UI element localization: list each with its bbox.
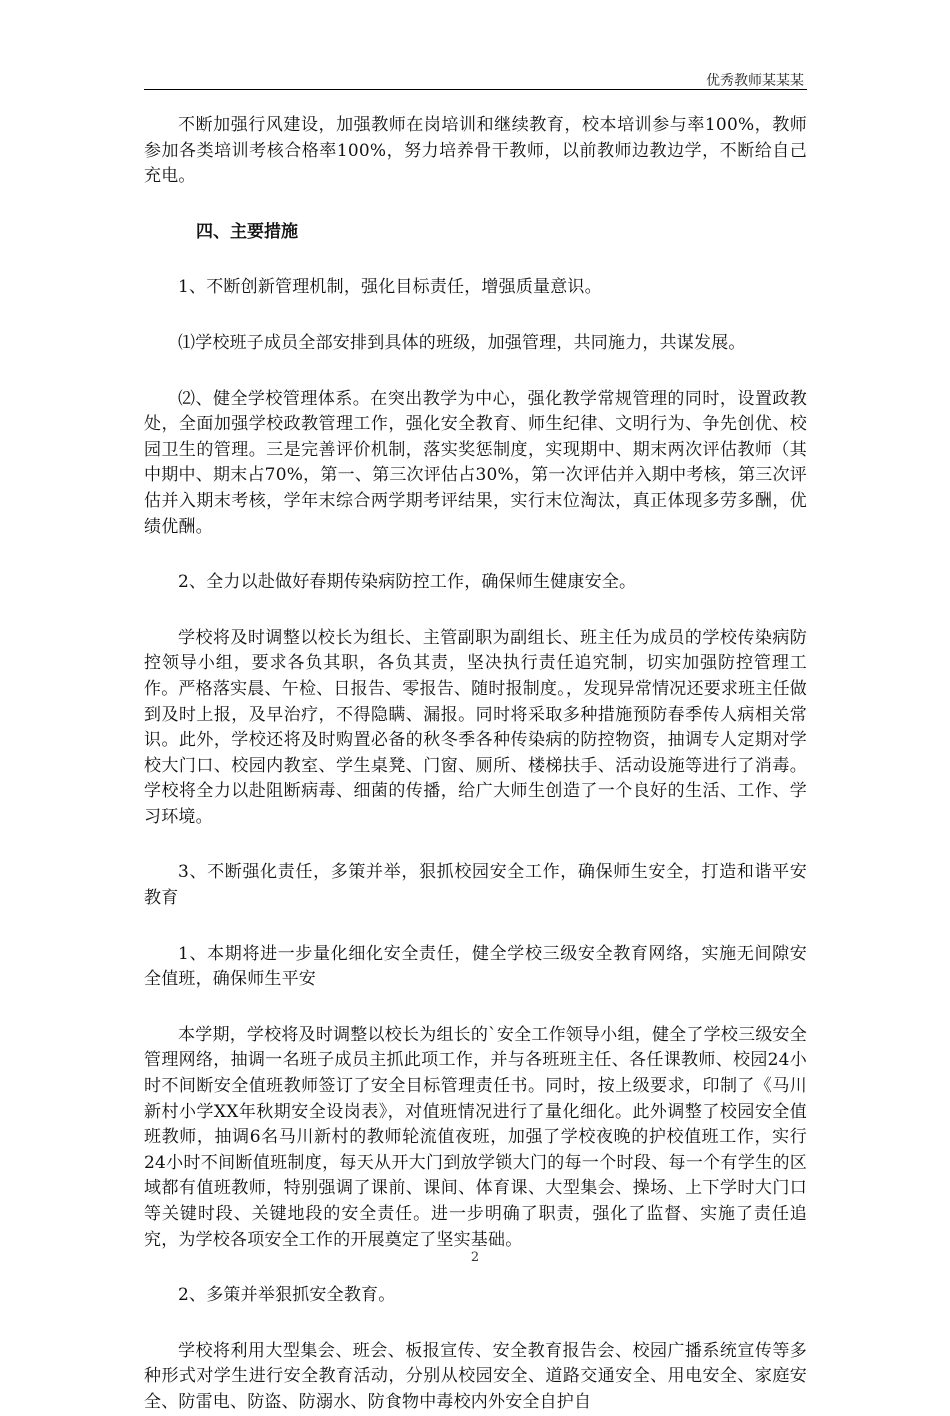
- measure-item-3-2-detail: 学校将利用大型集会、班会、板报宣传、安全教育报告会、校园广播系统宣传等多种形式对学生进行安全教育活动，分别从校园安全、道路交通安全、用电安全、家庭安全、防雷电、防盗、防溺水、防食物中毒校内外安全自护自: [144, 1340, 807, 1412]
- page-header-title: 优秀教师某某某: [706, 73, 804, 89]
- section-heading-measures: 四、主要措施: [196, 221, 298, 242]
- page-number: 2: [470, 1250, 480, 1265]
- measure-item-1: 1、不断创新管理机制，强化目标责任，增强质量意识。: [178, 277, 602, 298]
- measure-item-3-2: 2、多策并举狠抓安全教育。: [178, 1285, 396, 1306]
- header-divider: [144, 89, 807, 90]
- document-body: [144, 113, 807, 1416]
- measure-item-3-1: 1、本期将进一步量化细化安全责任，健全学校三级安全教育网络，实施无间隙安全值班，确保师生平安: [144, 943, 807, 990]
- measure-item-3: 3、不断强化责任，多策并举，狠抓校园安全工作，确保师生安全，打造和谐平安教育: [144, 862, 807, 909]
- measure-item-2: 2、全力以赴做好春期传染病防控工作，确保师生健康安全。: [178, 572, 637, 593]
- measure-item-2-detail: 学校将及时调整以校长为组长、主管副职为副组长、班主任为成员的学校传染病防控领导小组，要求各负其职，各负其责，坚决执行责任追究制，切实加强防控管理工作。严格落实晨、午检、日报告、零报告、随时报制度。，发现异常情况还要求班主任做到及时上报，及早治疗，不得隐瞒、漏报。同时将采取多种措施预防春季传人病相关常识。此外，学校还将及时购置必备的秋冬季各种传染病的防控物资，抽调专人定期对学校大门口、校园内教室、学生桌凳、门窗、厕所、楼梯扶手、活动设施等进行了消毒。学校将全力以赴阻断病毒、细菌的传播，给广大师生创造了一个良好的生活、工作、学习环境。: [144, 627, 807, 827]
- measure-item-1-2: ⑵、健全学校管理体系。在突出教学为中心，强化教学常规管理的同时，设置政教处，全面加强学校政教管理工作，强化安全教育、师生纪律、文明行为、争先创优、校园卫生的管理。三是完善评价机制，落实奖惩制度，实现期中、期末两次评估教师（其中期中、期末占70%，第一、第三次评估占30%，第一次评估并入期中考核，第三次评估并入期末考核，学年末综合两学期考评结果，实行末位淘汰，真正体现多劳多酬，优绩优酬。: [144, 388, 807, 537]
- paragraph-intro: 不断加强行风建设，加强教师在岗培训和继续教育，校本培训参与率100%，教师参加各类培训考核合格率100%，努力培养骨干教师，以前教师边教边学，不断给自己充电。: [144, 115, 807, 187]
- measure-item-1-1: ⑴学校班子成员全部安排到具体的班级，加强管理，共同施力，共谋发展。: [178, 332, 746, 353]
- measure-item-3-1-detail: 本学期，学校将及时调整以校长为组长的`安全工作领导小组，健全了学校三级安全管理网络，抽调一名班子成员主抓此项工作，并与各班班主任、各任课教师、校园24小时不间断安全值班教师签订了安全目标管理责任书。同时，按上级要求，印制了《马川新村小学XX年秋期安全设岗表》，对值班情况进行了量化细化。此外调整了校园安全值班教师，抽调6名马川新村的教师轮流值夜班，加强了学校夜晚的护校值班工作，实行24小时不间断值班制度，每天从开大门到放学锁大门的每一个时段、每一个有学生的区域都有值班教师，特别强调了课前、课间、体育课、大型集会、操场、上下学时大门口等关键时段、关键地段的安全责任。进一步明确了职责，强化了监督、实施了责任追究，为学校各项安全工作的开展奠定了坚实基础。: [144, 1024, 807, 1250]
